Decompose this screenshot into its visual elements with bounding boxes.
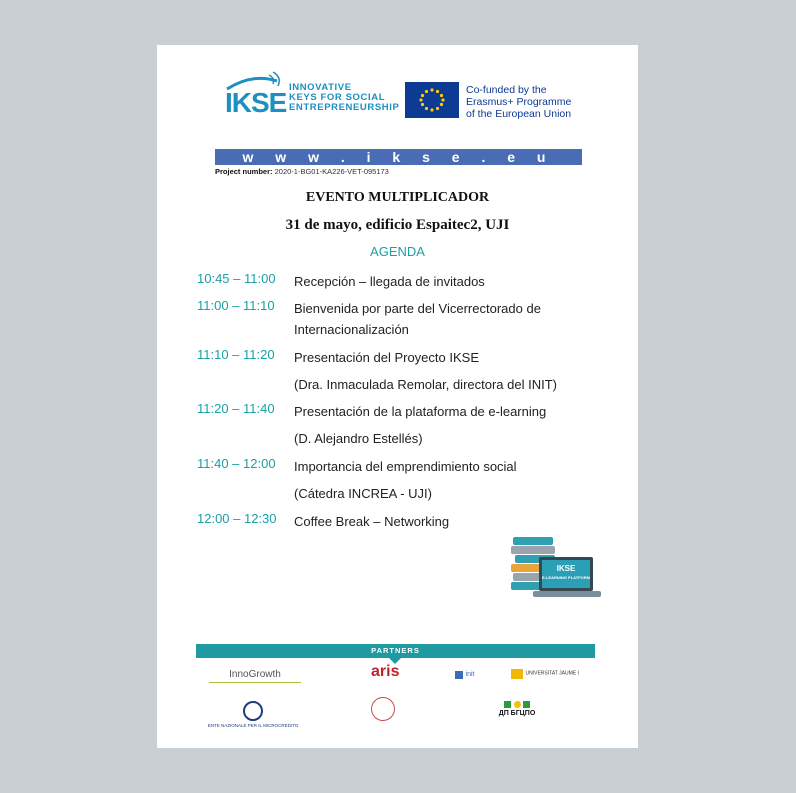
tagline-line-1: INNOVATIVE (289, 82, 352, 93)
screen-subtitle: E-LEARNING PLATFORM (542, 575, 590, 580)
agenda-line: (Cátedra INCREA - UJI) (294, 486, 432, 501)
project-number (215, 167, 389, 176)
event-subtitle: 31 de mayo, edificio Espaitec2, UJI (285, 217, 510, 233)
event-title: EVENTO MULTIPLICADOR (305, 190, 490, 205)
agenda-time: 11:20 – 11:40 (197, 401, 275, 416)
dp-bgcpo-logo: ДП БГЦПО (494, 700, 540, 717)
agenda-heading: AGENDA (370, 244, 425, 259)
agenda-desc (294, 511, 594, 532)
agenda-desc (294, 401, 594, 449)
agenda-time: 11:40 – 12:00 (197, 456, 276, 471)
website-banner: w w w . i k s e . e u (215, 149, 582, 165)
partners-banner: PARTNERS (196, 644, 595, 658)
agenda-time: 11:00 – 11:10 (197, 298, 275, 313)
elearning-illustration (509, 533, 605, 609)
project-number-value: 2020-1-BG01-KA226-VET-095173 (274, 167, 389, 176)
eu-flag-icon (405, 82, 459, 118)
eu-cofunded-text (466, 84, 571, 120)
agenda-desc (294, 298, 594, 340)
init-icon (455, 671, 463, 679)
agenda-time: 11:10 – 11:20 (197, 347, 275, 362)
agenda-desc (294, 347, 594, 395)
project-label: Project number: (215, 167, 273, 176)
agenda-line: Bienvenida por parte del Vicerrectorado de (294, 301, 541, 316)
agenda-time: 12:00 – 12:30 (197, 511, 277, 526)
ikse-tagline (289, 83, 399, 113)
uji-icon (511, 669, 523, 679)
university-seal-icon (371, 697, 395, 721)
agenda-time: 10:45 – 11:00 (197, 271, 276, 286)
agenda-desc (294, 271, 594, 292)
agenda-line: (D. Alejandro Estellés) (294, 431, 423, 446)
screen-title: IKSE (556, 564, 576, 573)
ente-emblem-icon (243, 701, 263, 721)
agenda-line: Internacionalización (294, 322, 409, 337)
agenda-line: Recepción – llegada de invitados (294, 274, 485, 289)
agenda-line: (Dra. Inmaculada Remolar, directora del INIT) (294, 377, 557, 392)
init-logo: init (455, 669, 474, 679)
document-page (157, 45, 638, 748)
eu-line-3: of the European Union (466, 108, 572, 120)
agenda-line: Coffee Break – Networking (294, 514, 450, 529)
agenda-line: Presentación del Proyecto IKSE (294, 350, 479, 365)
eu-line-2: Erasmus+ Programme (466, 96, 572, 108)
eu-line-1: Co-funded by the (466, 84, 547, 96)
agenda-line: Importancia del emprendimiento social (294, 459, 517, 474)
tagline-line-3: ENTREPRENEURSHIP (289, 102, 400, 113)
ikse-logo (225, 71, 410, 119)
agenda-desc (294, 456, 594, 504)
dp-shapes-icon (494, 700, 540, 710)
tagline-line-2: KEYS FOR SOCIAL (289, 92, 386, 103)
ente-microcredito-logo: ENTE NAZIONALE PER IL MICROCREDITO (205, 701, 301, 728)
ikse-wordmark: IKSE (225, 87, 287, 118)
uji-logo: UNIVERSITAT JAUME I (511, 668, 579, 679)
agenda-line: Presentación de la plataforma de e-learning (294, 404, 547, 419)
innogrowth-logo: InnoGrowth (209, 669, 301, 683)
aris-logo: aris (371, 663, 400, 680)
